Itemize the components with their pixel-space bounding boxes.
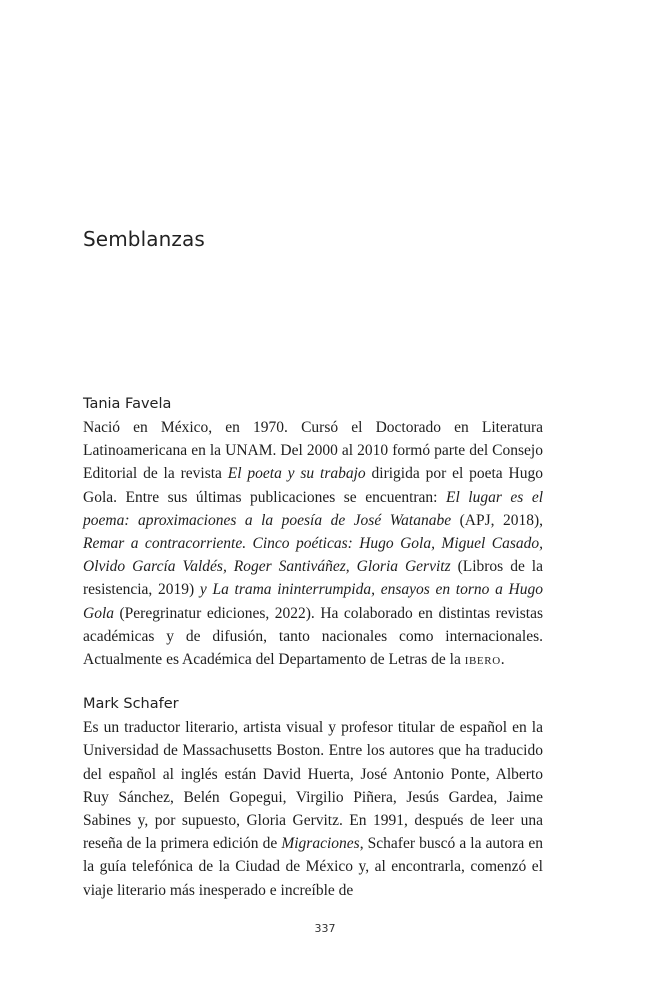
small-caps-text: ibero	[464, 651, 501, 669]
bio-text	[83, 716, 543, 902]
text-run: (Libros de la resistencia, 2019)	[83, 558, 543, 599]
bio-name: Tania Favela	[83, 396, 172, 412]
text-run: , Schafer buscó a la autora en la guía telefónica de la Ciudad de México y, al encontrarla, comenzó el viaje literario más inesperado e increíble de	[83, 835, 543, 899]
italic-title: El lugar es el poema: aproximaciones a la poesía de José Watanabe	[83, 488, 543, 529]
page-number: 337	[314, 922, 336, 935]
text-run: (Peregrinatur ediciones, 2022). Ha colaborado en distintas revistas académicas y de difusión, tanto nacionales como internacionales. Actualmente es Académica del Departamento de Letras de la	[83, 604, 543, 669]
italic-title: Remar a contracorriente. Cinco poéticas: Hugo Gola, Miguel Casado, Olvido García Valdés, Roger Santiváñez, Gloria Gervitz	[83, 535, 543, 576]
italic-title: y La trama ininterrumpida, ensayos en torno a Hugo Gola	[83, 581, 543, 622]
bio-entry-mark-schafer	[83, 693, 543, 902]
italic-title: Migraciones	[281, 835, 360, 853]
text-run: Nació en México, en 1970. Cursó el Doctorado en Literatura Latinoamericana en la UNAM. Del 2000 al 2010 formó parte del Consejo Editorial de la revista	[83, 419, 543, 483]
text-run: dirigida por el poeta Hugo Gola. Entre sus últimas publicaciones se encuentran:	[83, 465, 543, 506]
bio-text	[83, 416, 543, 671]
bios-list	[83, 393, 543, 924]
italic-title: El poeta y su trabajo	[227, 465, 366, 483]
bio-name: Mark Schafer	[83, 696, 179, 713]
text-run: .	[500, 651, 505, 669]
text-run: (APJ, 2018),	[451, 511, 543, 529]
section-title: Semblanzas	[83, 227, 205, 251]
text-run: Es un traductor literario, artista visual y profesor titular de español en la Universidad de Massachusetts Boston. Entre los autores que ha traducido del español al inglés están David Huerta, José Antonio Ponte, Alberto Ruy Sánchez, Belén Gopegui, Virgilio Piñera, Jesús Gardea, Jaime Sabines y, por supuesto, Gloria Gervitz. En 1991, después de leer una reseña de la primera edición de	[83, 719, 543, 853]
bio-entry-tania-favela	[83, 393, 543, 671]
